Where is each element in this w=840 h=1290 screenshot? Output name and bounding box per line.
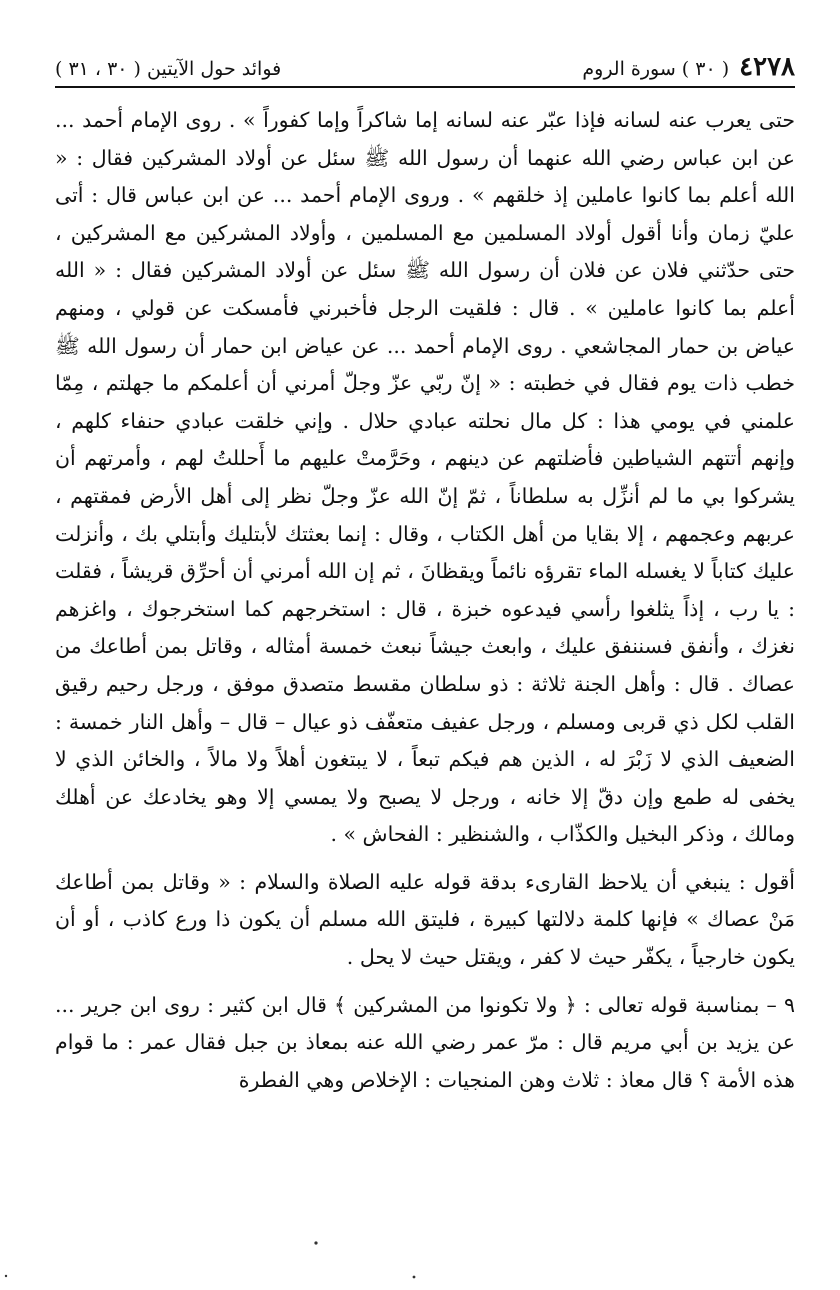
paragraph-point-9: ٩ – بمناسبة قوله تعالى : ﴿ ولا تكونوا من المشركين ﴾ قال ابن كثير : روى ابن جرير ... عن يزيد بن أبي مريم قال : مرّ عمر رضي الله عنه بمعاذ بن جبل فقال عمر : ما قوام هذه الأمة ؟ قال معاذ : ثلاث وهن المنجيات : الإخلاص وهي الفطرة [55, 992, 795, 1092]
page [55, 52, 795, 1252]
surah-name: ( ٣٠ ) سورة الروم [582, 58, 730, 80]
page-number: ٤٢٧٨ [739, 52, 795, 82]
section-title: فوائد حول الآيتين ( ٣٠ ، ٣١ ) [55, 58, 282, 80]
paragraph-commentary: أقول : ينبغي أن يلاحظ القارىء بدقة قوله عليه الصلاة والسلام : « وقاتل بمن أطاعك مَنْ عصاك » فإنها كلمة دلالتها كبيرة ، فليتق الله مسلم أن يكون ذا ورع كاذب ، أو أن يكون خارجياً ، يكفّر حيث لا كفر ، ويقتل حيث لا يحل . [55, 869, 795, 970]
page-body [55, 102, 795, 1099]
paragraph-hadith: حتى يعرب عنه لسانه فإذا عبّر عنه لسانه إما شاكراً وإما كفوراً » . روى الإمام أحمد ... عن ابن عباس رضي الله عنهما أن رسول الله ﷺ سئل عن أولاد المشركين فقال : « الله أعلم بما كانوا عاملين إذ خلقهم » . وروى الإمام أحمد ... عن ابن عباس قال : أتى عليّ زمان وأنا أقول أولاد المسلمين مع المسلمين ، وأولاد المشركين مع المشركين ، حتى حدّثني فلان عن فلان أن رسول الله ﷺ سئل عن أولاد المشركين فقال : « الله أعلم بما كانوا عاملين » . قال : فلقيت الرجل فأخبرني فأمسكت عن قولي ، ومنهم عياض بن حمار المجاشعي . روى الإمام أحمد ... عن عياض ابن حمار أن رسول الله ﷺ خطب ذات يوم فقال في خطبته : « إنّ ربّي عزّ وجلّ أمرني أن أعلمكم ما جهلتم ، مِمّا علمني في يومي هذا : كل مال نحلته عبادي حلال . وإني خلقت عبادي حنفاء كلهم ، وإنهم أتتهم الشياطين فأضلتهم عن دينهم ، وحَرَّمتْ عليهم ما أَحللتُ لهم ، وأمرتهم أن يشركوا بي ما لم أنزِّل به سلطاناً ، ثمّ إنّ الله عزّ وجلّ نظر إلى أهل الأرض فمقتهم ، عربهم وعجمهم ، إلا بقايا من أهل الكتاب ، وقال : إنما بعثتك لأبتليك وأبتلي بك ، وأنزلت عليك كتاباً لا يغسله الماء تقرؤه نائماً ويقظانَ ، ثم إن الله أمرني أن أحرِّق قريشاً ، فقلت : يا رب ، إذاً يثلغوا رأسي فيدعوه خبزة ، قال : استخرجهم كما استخرجوك ، واغزهم نغزك ، وأنفق فسننفق عليك ، وابعث جيشاً نبعث خمسة أمثاله ، وقاتل بمن أطاعك من عصاك . قال : وأهل الجنة ثلاثة : ذو سلطان مقسط متصدق موفق ، ورجل رحيم رقيق القلب لكل ذي قربى ومسلم ، ورجل عفيف متعفّف ذو عيال – قال – وأهل النار خمسة : الضعيف الذي لا زَبْرَ له ، الذين هم فيكم تبعاً ، لا يبتغون أهلاً ولا مالاً ، والخائن الذي لا يخفى له طمع وإن دقّ إلا خانه ، ورجل لا يصبح ولا يمسي إلا وهو يخادعك عن أهلك ومالك ، وذكر البخيل والكذّاب ، والشنظير : الفحاش » . [55, 108, 795, 847]
header-right [582, 52, 795, 84]
running-header [55, 52, 795, 88]
